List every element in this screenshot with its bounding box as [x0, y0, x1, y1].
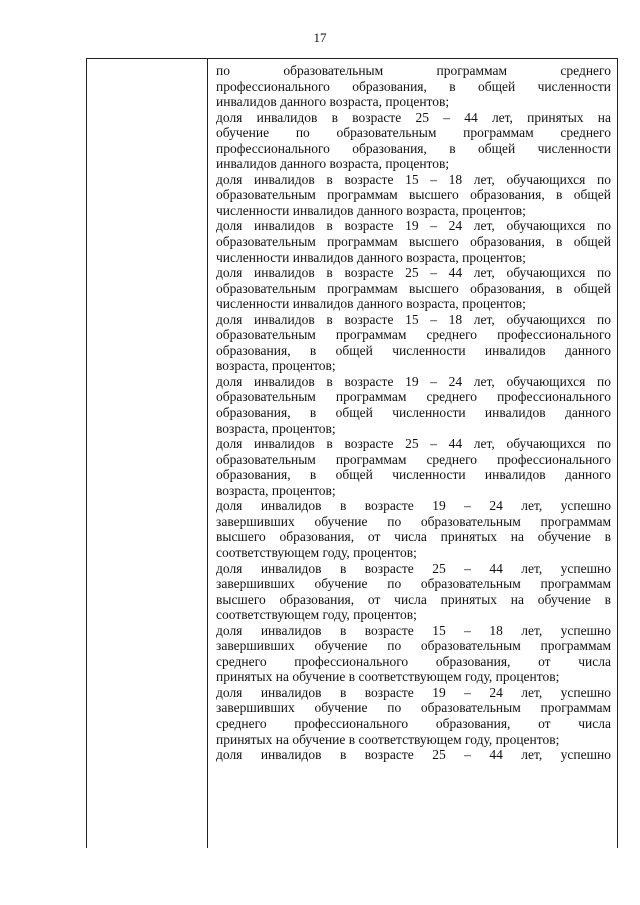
text-line: по образовательным программам среднего: [216, 63, 611, 78]
text-line: инвалидов данного возраста, процентов;: [216, 94, 450, 110]
text-line: образовательным программам среднего профессионального: [216, 389, 611, 405]
text-line: образования, в общей численности инвалидов данного: [216, 405, 611, 421]
text-line: доля инвалидов в возрасте 25 – 44 лет, принятых на: [216, 109, 611, 125]
text-line: завершивших обучение по образовательным программам: [216, 576, 611, 592]
text-line: доля инвалидов в возрасте 19 – 24 лет, обучающихся по: [216, 218, 611, 234]
text-line: образовательным программам среднего профессионального: [216, 451, 611, 467]
text-line: доля инвалидов в возрасте 25 – 44 лет, обучающихся по: [216, 436, 611, 452]
text-line: завершивших обучение по образовательным программам: [216, 513, 611, 529]
text-line: численности инвалидов данного возраста, процентов;: [216, 249, 526, 265]
text-line: среднего профессионального образования, от числа: [216, 715, 611, 731]
page-number: 17: [313, 30, 327, 45]
text-line: образовательным программам высшего образования, в общей: [216, 280, 611, 296]
text-line: возраста, процентов;: [216, 358, 336, 374]
table-left-cell: [87, 59, 208, 848]
text-line: принятых на обучение в соответствующем году, процентов;: [216, 731, 560, 747]
text-line: доля инвалидов в возрасте 19 – 24 лет, успешно: [216, 684, 611, 700]
text-line: среднего профессионального образования, от числа: [216, 653, 611, 669]
text-line: соответствующем году, процентов;: [216, 544, 417, 560]
table-right-cell: [208, 59, 617, 848]
text-line: численности инвалидов данного возраста, процентов;: [216, 296, 526, 312]
text-line: профессионального образования, в общей численности: [216, 78, 611, 94]
text-line: высшего образования, от числа принятых на обучение в: [216, 529, 611, 545]
text-line: доля инвалидов в возрасте 19 – 24 лет, успешно: [216, 498, 611, 514]
text-line: доля инвалидов в возрасте 25 – 44 лет, успешно: [216, 747, 611, 763]
text-line: доля инвалидов в возрасте 19 – 24 лет, обучающихся по: [216, 373, 611, 389]
text-line: образования, в общей численности инвалидов данного: [216, 467, 611, 483]
text-line: завершивших обучение по образовательным программам: [216, 700, 611, 716]
indicator-table: [86, 58, 618, 848]
text-line: завершивших обучение по образовательным программам: [216, 638, 611, 654]
text-line: образовательным программам высшего образования, в общей: [216, 187, 611, 203]
text-line: образовательным программам высшего образования, в общей: [216, 234, 611, 250]
text-line: высшего образования, от числа принятых на обучение в: [216, 591, 611, 607]
text-line: принятых на обучение в соответствующем году, процентов;: [216, 669, 560, 685]
text-line: доля инвалидов в возрасте 15 – 18 лет, обучающихся по: [216, 311, 611, 327]
text-line: профессионального образования, в общей численности: [216, 140, 611, 156]
text-line: доля инвалидов в возрасте 25 – 44 лет, обучающихся по: [216, 265, 611, 281]
text-line: доля инвалидов в возрасте 15 – 18 лет, обучающихся по: [216, 171, 611, 187]
text-line: численности инвалидов данного возраста, процентов;: [216, 202, 526, 218]
text-line: обучение по образовательным программам среднего: [216, 125, 611, 141]
text-line: соответствующем году, процентов;: [216, 607, 417, 623]
text-line: образовательным программам среднего профессионального: [216, 327, 611, 343]
text-line: возраста, процентов;: [216, 482, 336, 498]
text-line: возраста, процентов;: [216, 420, 336, 436]
text-line: доля инвалидов в возрасте 25 – 44 лет, успешно: [216, 560, 611, 576]
text-line: образования, в общей численности инвалидов данного: [216, 342, 611, 358]
text-line: доля инвалидов в возрасте 15 – 18 лет, успешно: [216, 622, 611, 638]
text-line: инвалидов данного возраста, процентов;: [216, 156, 450, 172]
